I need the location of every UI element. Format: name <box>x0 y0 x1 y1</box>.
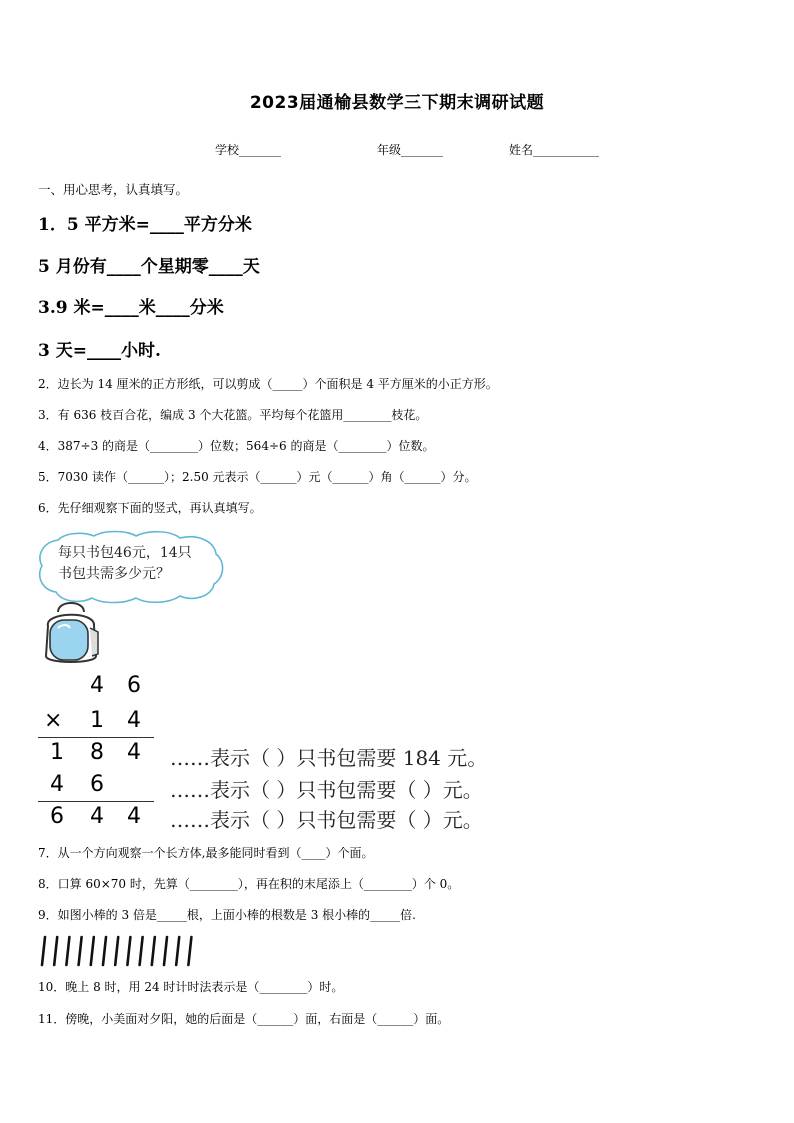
stick <box>140 937 143 965</box>
stick <box>42 937 45 965</box>
calc-digit: 4 <box>127 740 141 765</box>
name-field: 姓名___________ <box>509 143 600 157</box>
question-1d: 3 天=____小时. <box>38 341 161 361</box>
section-heading: 一、用心思考，认真填写。 <box>38 182 189 197</box>
question-4: 4．387÷3 的商是（________）位数；564÷6 的商是（________）位数。 <box>38 439 435 453</box>
stick <box>152 937 155 965</box>
question-3: 3．有 636 枝百合花，编成 3 个大花篮。平均每个花篮用________枝花。 <box>38 408 428 422</box>
calc-line <box>38 801 154 802</box>
calc-digit: 6 <box>50 804 64 829</box>
calc-digit: 6 <box>127 673 141 698</box>
question-6: 6．先仔细观察下面的竖式，再认真填写。 <box>38 501 262 515</box>
question-2: 2．边长为 14 厘米的正方形纸，可以剪成（_____）个面积是 4 平方厘米的小正方形。 <box>38 377 498 391</box>
calc-note-2: ……表示（ ）只书包需要（ ）元。 <box>170 778 483 802</box>
calc-digit: 1 <box>50 740 64 765</box>
school-field: 学校_______ <box>215 143 282 157</box>
stick <box>115 937 118 965</box>
stick <box>54 937 57 965</box>
calc-line <box>38 737 154 738</box>
calc-digit: 1 <box>90 708 104 733</box>
calc-digit: 4 <box>127 708 141 733</box>
question-10: 10．晚上 8 时，用 24 时计时法表示是（________）时。 <box>38 980 344 994</box>
calc-digit: 4 <box>50 772 64 797</box>
stick <box>164 937 167 965</box>
calc-digit: 4 <box>127 804 141 829</box>
bubble-text <box>58 543 192 585</box>
page-title: 2023届通榆县数学三下期末调研试题 <box>249 93 545 113</box>
question-8: 8．口算 60×70 时，先算（________），再在积的末尾添上（________）个 0。 <box>38 877 460 891</box>
calc-digit: 6 <box>90 772 104 797</box>
grade-field: 年级_______ <box>377 143 444 157</box>
calc-note-3: ……表示（ ）只书包需要（ ）元。 <box>170 808 483 832</box>
question-11: 11．傍晚，小美面对夕阳，她的后面是（______）面，右面是（______）面。 <box>38 1012 450 1026</box>
question-1b: 5 月份有____个星期零____天 <box>38 257 260 277</box>
calc-digit: 8 <box>90 740 104 765</box>
question-5: 5．7030 读作（______）；2.50 元表示（______）元（______）角（______）分。 <box>38 470 477 484</box>
stick <box>188 937 191 965</box>
stick <box>103 937 106 965</box>
bubble-line-2: 书包共需多少元？ <box>58 566 170 582</box>
question-9: 9．如图小棒的 3 倍是_____根，上面小棒的根数是 3 根小棒的_____倍. <box>38 908 416 922</box>
calc-note-1: ……表示（ ）只书包需要 184 元。 <box>170 746 488 770</box>
sticks-figure <box>36 934 206 968</box>
stick <box>127 937 130 965</box>
backpack-icon <box>40 598 102 666</box>
bubble-line-1: 每只书包46元，14只 <box>58 545 192 561</box>
question-1a: 1．5 平方米=____平方分米 <box>38 215 252 235</box>
calc-digit: 4 <box>90 673 104 698</box>
stick <box>79 937 82 965</box>
stick <box>66 937 69 965</box>
question-7: 7．从一个方向观察一个长方体,最多能同时看到（____）个面。 <box>38 846 374 860</box>
stick <box>91 937 94 965</box>
multiply-sign: × <box>44 708 63 733</box>
stick <box>176 937 179 965</box>
calc-digit: 4 <box>90 804 104 829</box>
question-1c: 3.9 米=____米____分米 <box>38 298 224 318</box>
